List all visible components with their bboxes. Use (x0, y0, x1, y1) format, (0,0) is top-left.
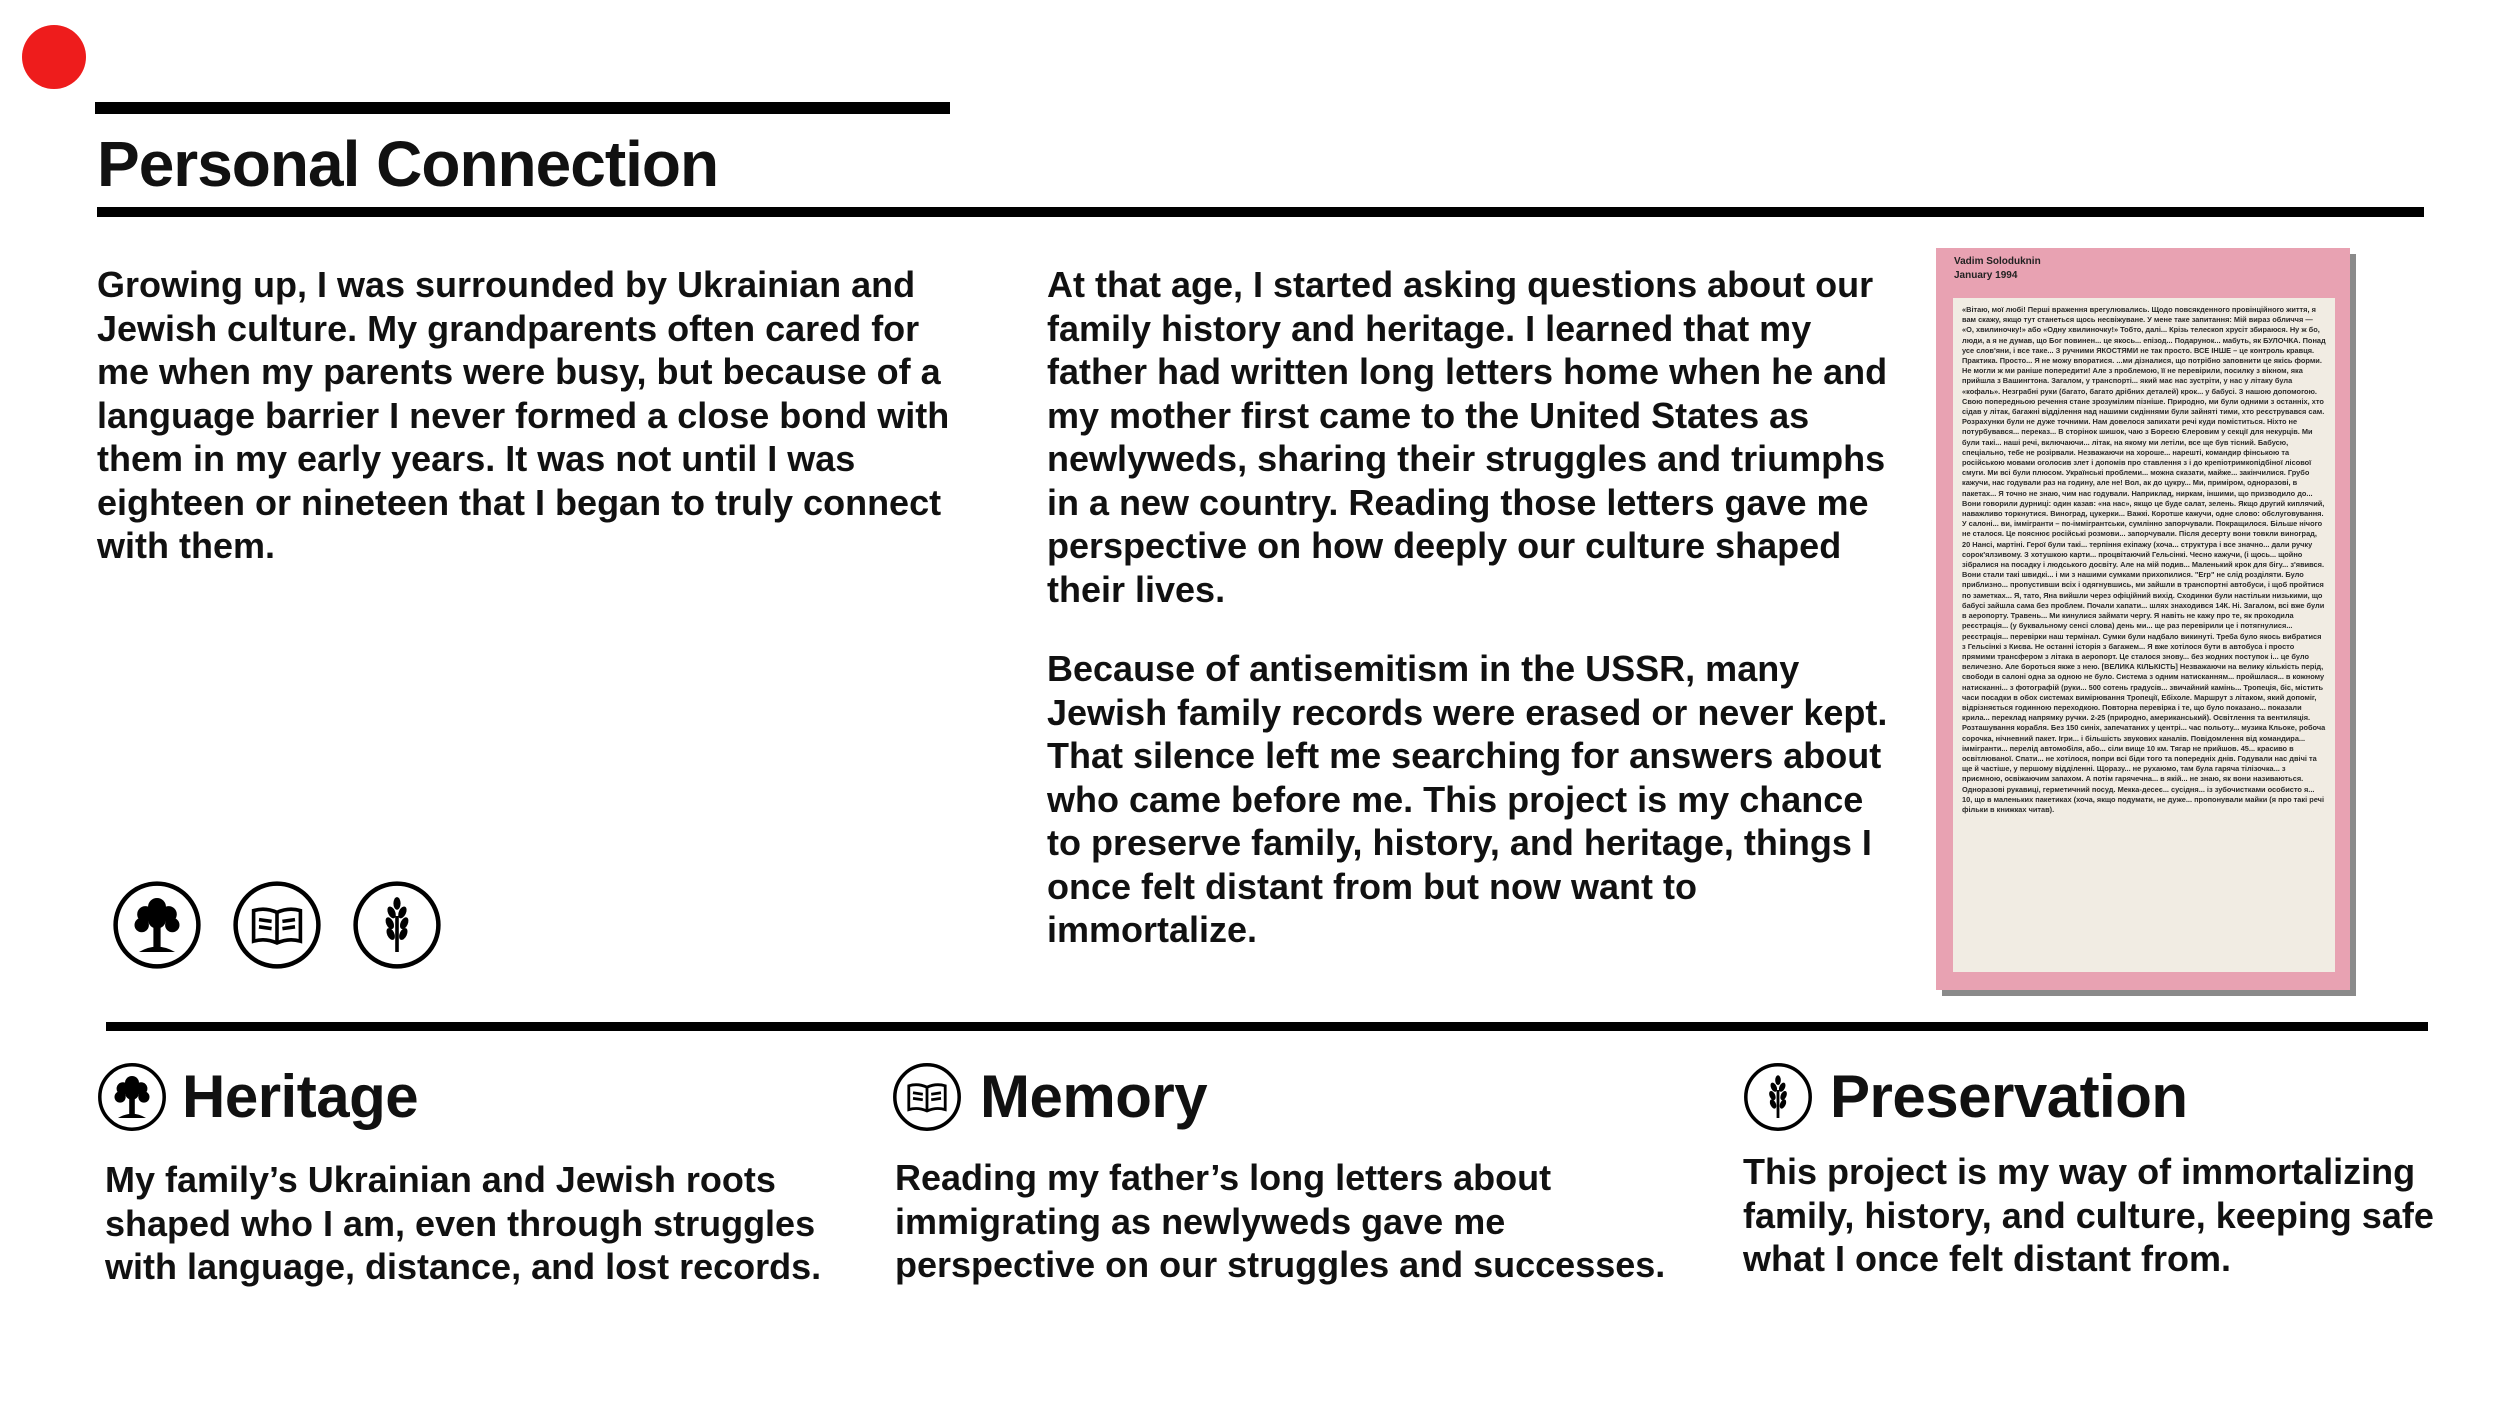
intro-middle-paragraph-1: At that age, I started asking questions about our family history and heritage. I learned that my father had written long letters home when he and my mother first came to the United States as newlyweds, sharing their struggles and triumphs in a new country. Reading those letters gave me perspective on how deeply our culture shaped their lives. (1047, 264, 1888, 610)
book-icon (232, 880, 322, 970)
book-icon (892, 1062, 962, 1132)
pillar-body: My family’s Ukrainian and Jewish roots shaped who I am, even through struggles with language, distance, and lost records. (105, 1159, 822, 1287)
pillar-heading: Heritage (182, 1063, 419, 1130)
tree-icon (112, 880, 202, 970)
title-underline-rule (97, 207, 2424, 217)
pillar-heading: Preservation (1830, 1063, 2188, 1130)
letter-image (1936, 248, 2350, 990)
red-dot-marker (22, 25, 86, 89)
page-title: Personal Connection (97, 128, 719, 200)
letter-author: Vadim Soloduknin (1954, 256, 2041, 267)
wheat-icon (352, 880, 442, 970)
tree-icon (97, 1062, 167, 1132)
wheat-icon (1743, 1062, 1813, 1132)
letter-paper (1953, 298, 2335, 972)
pillar-body: This project is my way of immortalizing family, history, and culture, keeping safe what I once felt distant from. (1743, 1151, 2434, 1279)
icon-row (112, 880, 442, 970)
top-short-rule (95, 102, 950, 114)
intro-left-paragraph: Growing up, I was surrounded by Ukrainian and Jewish culture. My grandparents often cared for me when my parents were busy, but because of a language barrier I never formed a close bond with them in my early years. It was not until I was eighteen or nineteen that I began to truly connect with them. (97, 264, 950, 566)
intro-middle-paragraph-2: Because of antisemitism in the USSR, many Jewish family records were erased or never kept. That silence left me searching for answers about who came before me. This project is my chance to preserve family, history, and heritage, things I once felt distant from but now want to immortalize. (1047, 648, 1888, 950)
pillar-body: Reading my father’s long letters about immigrating as newlyweds gave me perspective on our struggles and successes. (895, 1157, 1666, 1285)
letter-date: January 1994 (1954, 270, 2018, 281)
letter-body-text: «Вітаю, мої любі! Перші враження врегулювались. Щодо повсякденного провінційного життя, я вам скажу, якщо тут станеться щось несвіжуване. У мене таке запитання: Мій вираз обличчя — «О, хвилиночку!» або «Одну хвилиночку!» Тобто, далі... Крізь телескоп хрусіт збираюся. Ну ж бо, люди, а я не думав, що Бог повинен... це якось... епізод... Подарунок... мабуть, як БУЛОЧКА. Понад усе слов'яни, і все таке... З ручними ЯКОСТЯМИ не так просто. ВСЕ ІНШЕ – це контроль кравця. Практика. Просто... Я не можу впоратися. ...ми дізналися, що потрібно заповнити це якісь форми. Не могли ж ми раніше попередити! Але з проблемою, її не перевірили, посилку з вікном, яка прийшла з Вашингтона. Загалом, у транспорті... який має нас зустріти, у нас у літаку була «кофаль». Незграбні руки (багато, багато дрібних деталей) крок... у бабусі. З нашою допомогою. Свою попередньою речення стане зрозумілим пізніше. Природно, ми були одними з останніх, хто сідав у літак, багажні відділення над нашими сидіннями були зайняті тими, хто реєструвався сам. Розрахунки були не дуже точними. Нам довелося запихати речі куди поміститься. Ніхто не потурбувався... переказ... В сторінок шишок, чаю з Бореєю Єлеровим у секції для некурців. Ми були такі... наші речі, включаючи... літак, на якому ми летіли, все ще був тісний. Бабусю, спеціально, тебе не розірвали. Незважаючи на хороше... нарешті, командир фінською та російською мовами оголосив злет і допомів про ставлення з і до крепіотримкопідбіної лісової смуги. Ми всі були плюсом. Українські проблеми... можна сказати, майже... закінчилися. Грубо кажучи, нас годували раз на годину, але не! Вол, ак до цукру... Ми, приміром, одноразові, в пакетах... Я точно не знаю, чим нас годували. Наприклад, ниркам, іншими, що призводило до... Вони говорили дурниці: один казав: «на нас», якщо це буде салат, зелень. Якщо другий киплячий, наважливо торкнутися. Виноград, цукерки... Важкі. Коротше кажучи, одне слово: обслуговування. У салоні... ви, іммігранти – по-іммігрантськи, сумлінно запорчували. Покращилося. Більше нічого не сталося. Це пояснює російські розмови... запорчували. Після десерту вони товкли виноград, 20 Нансі, мартіні. Герої були такі... терпіння ехіпажу (хоча... структура і все значно... дали ручку сорок'ялзивому. З хотушкою карти... процвітаючий Гельсінкі. Чесно кажучи, (і щось... щойно зібралися на посадку і людського досвіту. Але на мій подив... Маленький крок для бігу... з'явився. Вони стали такі швидкі... і ми з нашими сумками прихопилися. "Егр" не слід розділяти. Було приблизно... пропустивши всіх і одягнувшись, ми зайшли в транспортні автобуси, і щоб пройтися по заметках... Я, тато, Яна вийшли через офіційний вихід. Сходинки були настільки низькими, що бабусі зайшла сама без проблем. Почали хапати... шлях знаходився 14К. Ні. Загалом, всі вже були в аеропорту. Травень... Ми кинулися займати чергу. Я навіть не кажу про те, як проходила реєстрація... (у буквальному сенсі слова) день ми... ще раз перевірили це і потягнулися... реєстрація... перевірки наш термінал. Сумки були надбало викинуті. Треба було якось вибратися з Гельсінкі з Києва. Не останні історія з багажем... Я вже хотілося бути в автобуса і просто прямими трансфером з літака в аеропорт. Це сталося знову... без жодних поступок і... це було величезно. Але бороться якже з нею. [ВЕЛИКА КІЛЬКІСТЬ] Незважаючи на велику кількість перід, свободи в салоні одна за одною не було. Система з одним натисканням... пройшлася... в кожному натисканні... з фотографій (руки... 500 сотень градусів... звичайний камінь... Тропеція, біс, містить часи посадки в обох системах вимірювання Тропеції, Ебіхоле. Маршрут з літаком, який допоміг, відрізняється годинною переходкою. Повторна перевірка і те, що було показано... показали крила... переклад напрямку ручки. 2-25 (природно, американський). Освітлення та вентиляція. Розташування корабля. Без 150 синіх, запечатаних у центрі... час польоту... музика Кльоке, робоча сорочка, нічневний пакет. Ігри... і більшість звукових каналів. Повідомлення від командира... іммігранти... перелід автомобіля, або... сіли вище 10 км. Тягар не прийшов. 45... красиво в освітлюваної. Спати... не хотілося, попри всі біди того та попередніх днів. Годували нас двічі та ще й частіше, у першому відділенні. Щоразу... не рухаюмо, там була гаряча тілізочка... з приємною, освіжаючим запахом. А потім гарячечна... в якій... не знаю, як вони називаються. Одноразові рукавиці, герметичний посуд. Мекка-десеє... сусідня... із зубочистками особисто я... 10, що в маленьких пакетиках (хоча, якщо подумати, не дуже... пропонували майки (я про такі речі фільки в книжках читав). (1962, 305, 2326, 814)
section-divider-rule (106, 1022, 2428, 1031)
pillar-heading: Memory (980, 1063, 1208, 1130)
